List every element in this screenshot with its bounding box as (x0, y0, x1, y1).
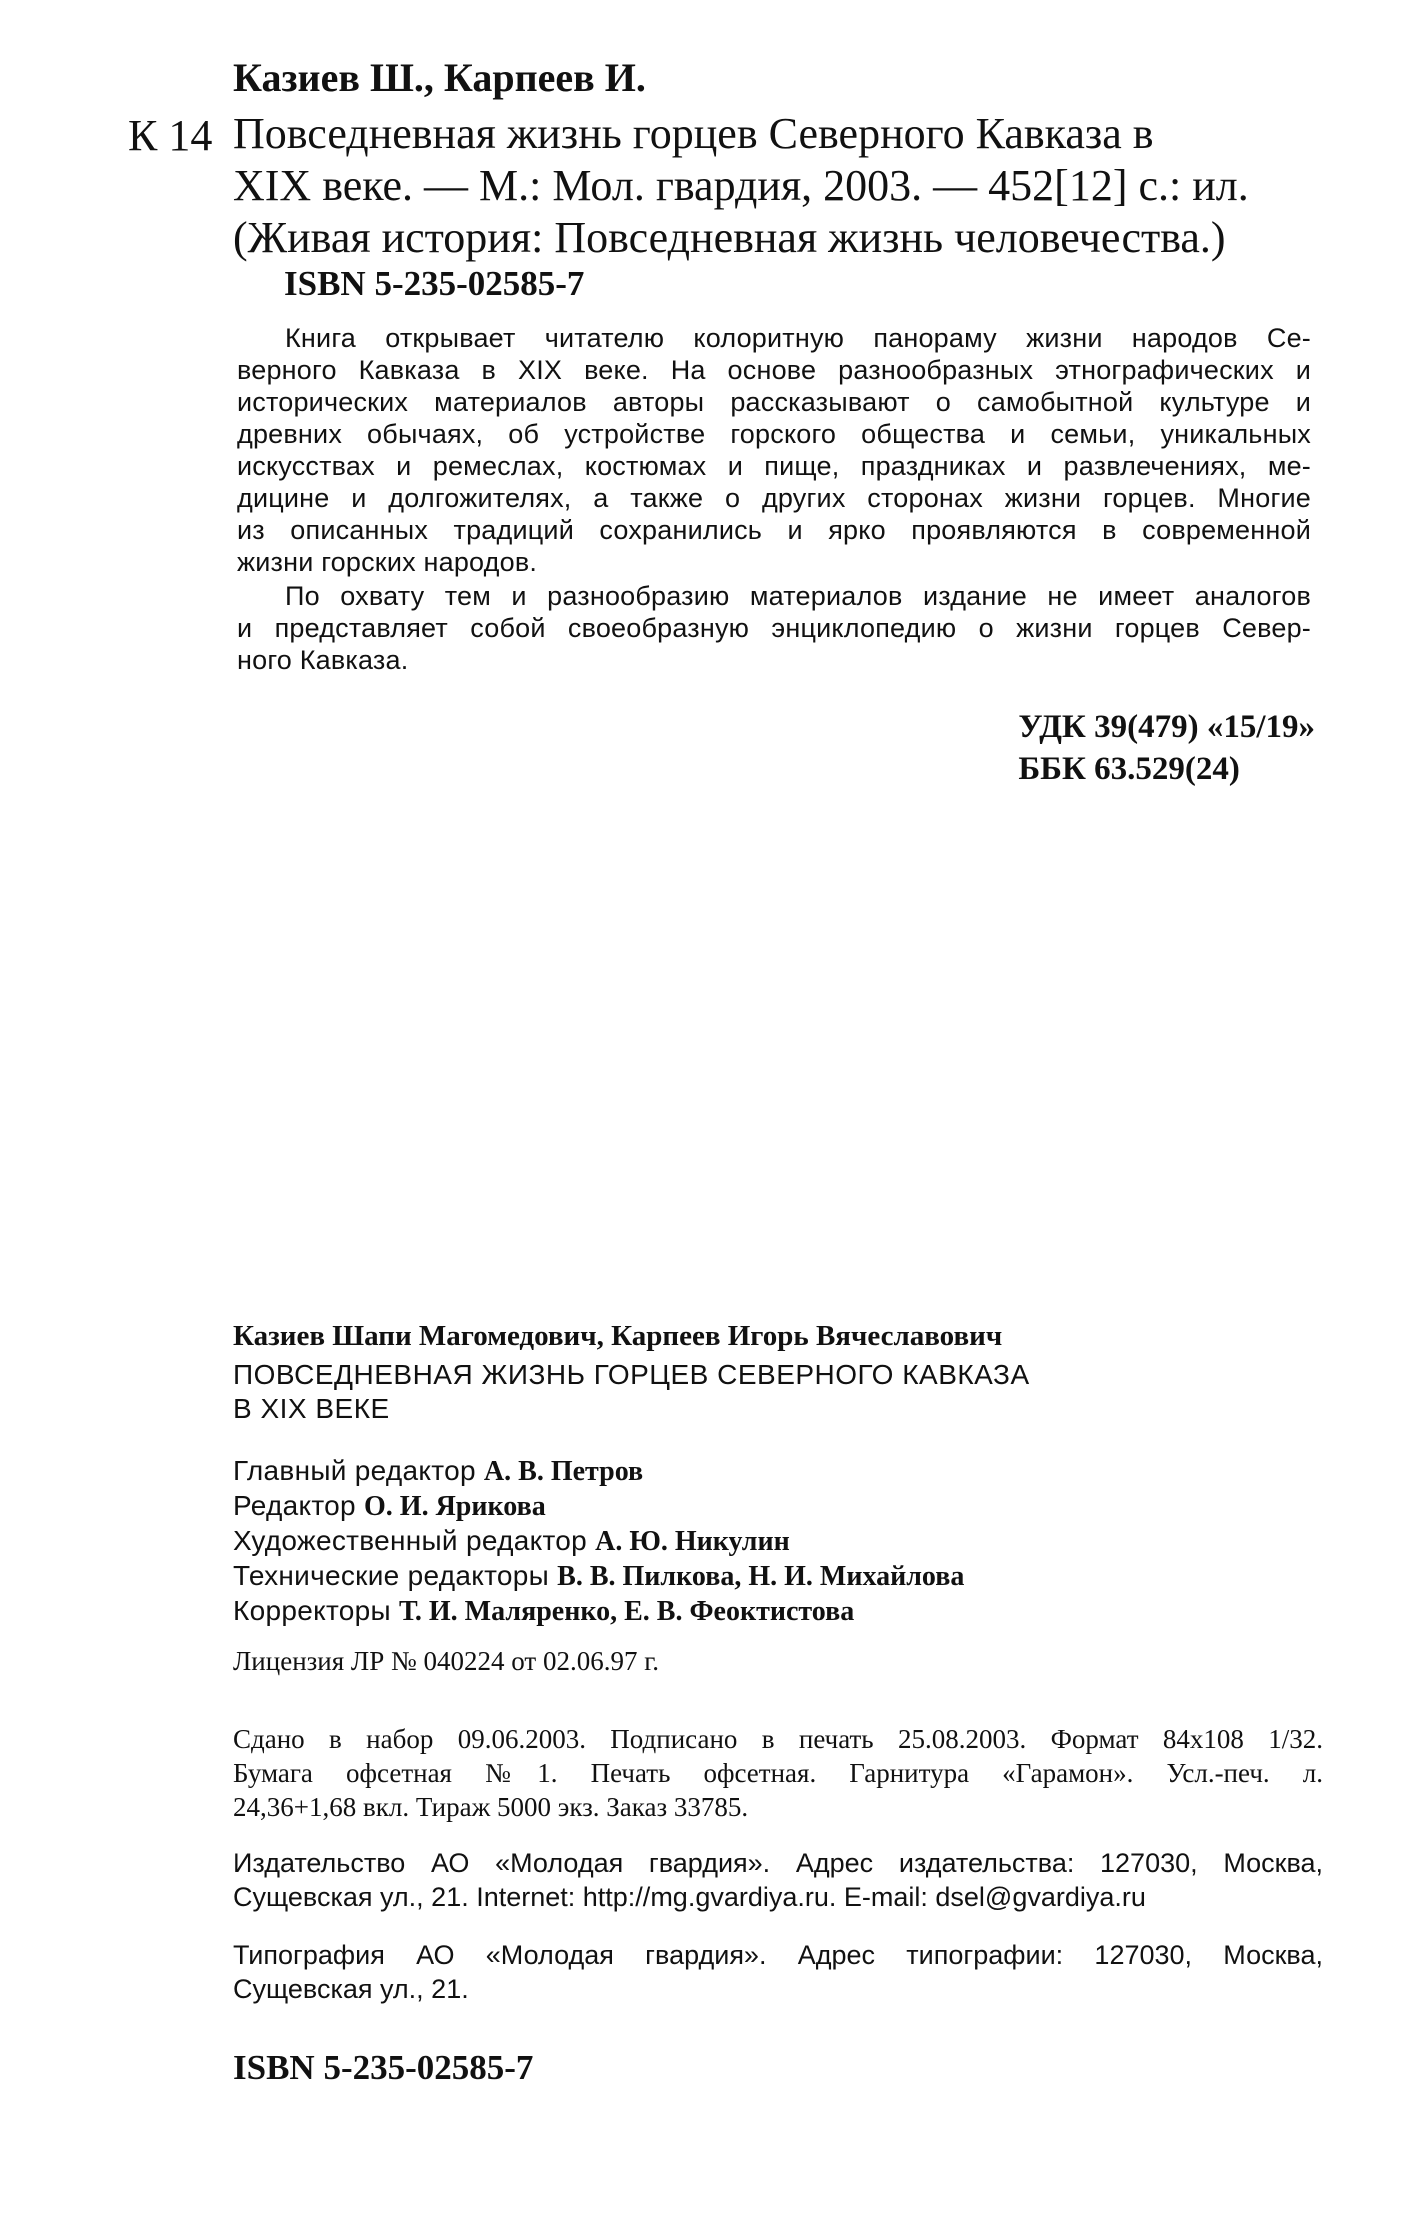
editor-name: А. Ю. Никулин (595, 1526, 790, 1557)
isbn-bottom: ISBN 5-235-02585-7 (233, 2048, 534, 2087)
print-info (233, 1722, 1323, 1824)
authors-heading: Казиев Ш., Карпеев И. (233, 55, 646, 100)
imprint-title-line: В XIX ВЕКЕ (233, 1393, 390, 1424)
editor-row (233, 1524, 964, 1559)
license-info (233, 1644, 1323, 1678)
title-line: Повседневная жизнь горцев Северного Кавказа в (233, 109, 1154, 158)
title-line: (Живая история: Повседневная жизнь человечества.) (233, 213, 1226, 262)
isbn-top: ISBN 5-235-02585-7 (284, 264, 585, 303)
udk-code: УДК 39(479) «15/19» (1018, 709, 1315, 745)
typography-line: Сущевская ул., 21. (233, 1974, 469, 2004)
typography-info (233, 1938, 1323, 2006)
editor-name: Т. И. Маляренко, Е. В. Феоктистова (399, 1596, 855, 1627)
annotation-line: жизни горских народов. (237, 547, 538, 577)
editor-row (233, 1489, 964, 1524)
license-line: Лицензия ЛР № 040224 от 02.06.97 г. (233, 1646, 659, 1676)
print-info-line: 24,36+1,68 вкл. Тираж 5000 экз. Заказ 33785. (233, 1792, 749, 1822)
editor-name: В. В. Пилкова, Н. И. Михайлова (557, 1561, 965, 1592)
publisher-line: Издательство АО «Молодая гвардия». Адрес издательства: 127030, Москва, (233, 1848, 1323, 1878)
typography-line: Типография АО «Молодая гвардия». Адрес типографии: 127030, Москва, (233, 1940, 1323, 1970)
annotation-paragraph-1 (237, 322, 1311, 578)
editor-role: Главный редактор (233, 1455, 484, 1486)
editor-row (233, 1594, 964, 1629)
annotation-line: дицине и долгожителях, а также о других сторонах жизни горцев. Многие (237, 483, 1311, 513)
classification-codes (1018, 706, 1315, 790)
annotation-line: Книга открывает читателю колоритную панораму жизни народов Се- (285, 323, 1311, 353)
title-line: XIX веке. — М.: Мол. гвардия, 2003. — 452[12] с.: ил. (233, 161, 1249, 210)
annotation (237, 322, 1311, 676)
bbk-code: ББК 63.529(24) (1018, 751, 1240, 787)
annotation-line: из описанных традиций сохранились и ярко проявляются в современной (237, 515, 1311, 545)
publisher-line: Сущевская ул., 21. Internet: http://mg.gvardiya.ru. E-mail: dsel@gvardiya.ru (233, 1882, 1146, 1912)
print-info-line: Сдано в набор 09.06.2003. Подписано в печать 25.08.2003. Формат 84x108 1/32. (233, 1724, 1323, 1754)
editorial-staff (233, 1454, 964, 1629)
annotation-line: исторических материалов авторы рассказывают о самобытной культуре и (237, 387, 1311, 417)
editor-name: О. И. Ярикова (364, 1491, 546, 1522)
catalog-code: К 14 (128, 111, 213, 160)
annotation-paragraph-2 (237, 580, 1311, 676)
annotation-line: ного Кавказа. (237, 645, 409, 675)
imprint-title-line: ПОВСЕДНЕВНАЯ ЖИЗНЬ ГОРЦЕВ СЕВЕРНОГО КАВКАЗА (233, 1359, 1030, 1390)
annotation-line: древних обычаях, об устройстве горского общества и семьи, уникальных (237, 419, 1311, 449)
print-info-line: Бумага офсетная №1. Печать офсетная. Гарнитура «Гарамон». Усл.-печ. л. (233, 1758, 1323, 1788)
publisher-info (233, 1846, 1323, 1914)
imprint-authors: Казиев Шапи Магомедович, Карпеев Игорь Вячеславович (233, 1320, 1003, 1352)
annotation-line: искусствах и ремеслах, костюмах и пище, праздниках и развлечениях, ме- (237, 451, 1311, 481)
annotation-line: и представляет собой своеобразную энциклопедию о жизни горцев Север- (237, 613, 1311, 643)
editor-name: А. В. Петров (483, 1456, 644, 1487)
editor-role: Редактор (233, 1490, 365, 1521)
annotation-line: По охвату тем и разнообразию материалов издание не имеет аналогов (285, 581, 1311, 611)
imprint-title (233, 1358, 1323, 1426)
imprint-header (233, 1316, 1323, 1426)
bibliographic-title (233, 108, 1323, 264)
editor-role: Корректоры (233, 1595, 400, 1626)
editor-row (233, 1454, 964, 1489)
editor-role: Художественный редактор (233, 1525, 596, 1556)
editor-row (233, 1559, 964, 1594)
annotation-line: верного Кавказа в XIX веке. На основе разнообразных этнографических и (237, 355, 1311, 385)
editor-role: Технические редакторы (233, 1560, 558, 1591)
